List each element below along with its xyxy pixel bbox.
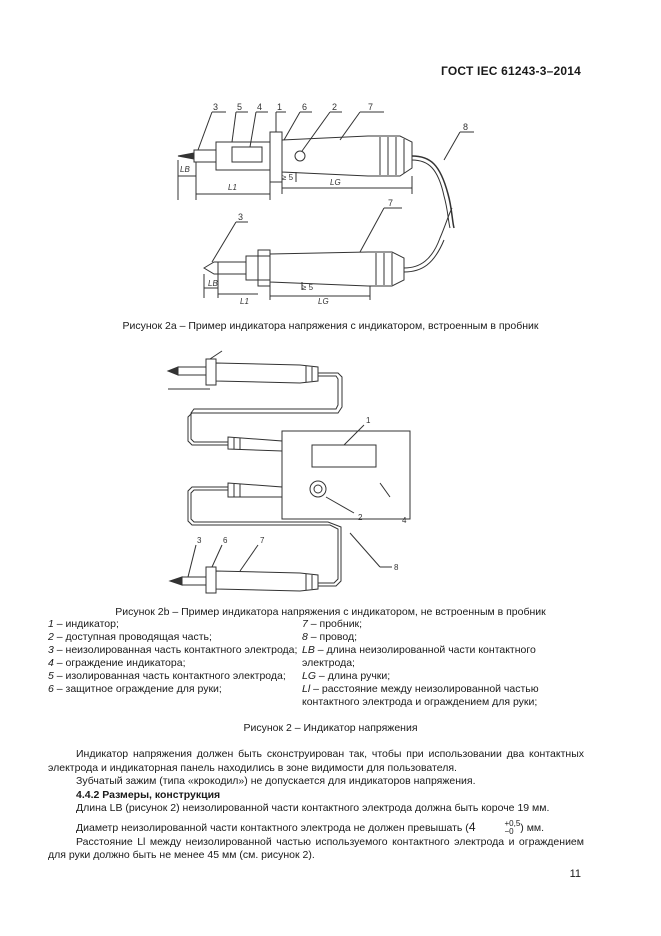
paragraph-2: Зубчатый зажим (типа «крокодил») не допускается для индикаторов напряжения.	[76, 775, 476, 787]
legend-item: 4 – ограждение индикатора;	[48, 657, 186, 669]
legend-item: LB – длина неизолированной части контактного электрода;	[302, 644, 536, 669]
fig2a-label-3: 3	[213, 102, 219, 112]
legend-item: Ll – расстояние между неизолированной частью контактного электрода и ограждением для руки;	[302, 683, 539, 708]
fig2b-label-1: 1	[366, 416, 371, 425]
legend-item: 6 – защитное ограждение для руки;	[48, 683, 222, 695]
legend-right-column	[302, 618, 587, 709]
fig2a-label-2: 2	[332, 102, 338, 112]
paragraph-1: Индикатор напряжения должен быть сконструирован так, чтобы при использовании два контактных электрода и индикаторная панель находились в зоне видимости для пользователя.	[48, 748, 584, 774]
legend-item: 3 – неизолированная часть контактного электрода;	[48, 644, 298, 656]
legend-item: 2 – доступная проводящая часть;	[48, 631, 212, 643]
fig2a-label-lg: LG	[330, 178, 341, 187]
legend-item: 7 – пробник;	[302, 618, 363, 630]
legend-item: 8 – провод;	[302, 631, 357, 643]
fig2a-label-lg-2: LG	[318, 297, 329, 306]
figure-2b-caption: Рисунок 2b – Пример индикатора напряжения с индикатором, не встроенным в пробник	[115, 606, 546, 618]
figure-2a-caption: Рисунок 2a – Пример индикатора напряжения с индикатором, встроенным в пробник	[122, 320, 539, 332]
legend-item: 5 – изолированная часть контактного электрода;	[48, 670, 286, 682]
fig2b-label-8: 8	[394, 563, 399, 572]
fig2b-label-2: 2	[358, 513, 363, 522]
figure-2a-drawing	[0, 90, 661, 310]
paragraph-5: Расстояние Ll между неизолированной частью используемого контактного электрода и ограждением для руки должно быть не менее 45 мм (см. рисунок 2).	[48, 835, 584, 861]
standard-header: ГОСТ IEC 61243-3–2014	[441, 64, 581, 78]
figure-2-caption: Рисунок 2 – Индикатор напряжения	[243, 722, 418, 734]
fig2b-label-3: 3	[197, 536, 202, 545]
fig2a-label-7b: 7	[388, 198, 394, 208]
section-title: 4.4.2 Размеры, конструкция	[76, 788, 221, 801]
figure-2b-drawing	[0, 345, 661, 600]
legend-item: LG – длина ручки;	[302, 670, 391, 682]
fig2a-label-1: 1	[277, 102, 283, 112]
fig2a-label-lb-2: LB	[208, 279, 218, 288]
fig2a-label-5: 5	[237, 102, 243, 112]
fig2a-label-3b: 3	[238, 212, 244, 222]
fig2a-label-ge5-2: ≥ 5	[302, 283, 314, 292]
fig2a-label-l1: L1	[228, 183, 237, 192]
fig2a-label-lb: LB	[180, 165, 190, 174]
fig2a-label-6: 6	[302, 102, 308, 112]
fig2b-label-7: 7	[260, 536, 265, 545]
fig2a-label-4: 4	[257, 102, 263, 112]
legend-left-column	[48, 618, 298, 696]
fig2a-label-l1-2: L1	[240, 297, 249, 306]
fig2a-label-8: 8	[463, 122, 469, 132]
fig2a-label-ge5: ≥ 5	[282, 173, 294, 182]
paragraph-3: Длина LB (рисунок 2) неизолированной части контактного электрода должна быть короче 19 мм.	[76, 802, 550, 814]
fig2a-label-7: 7	[368, 102, 374, 112]
fig2b-label-4: 4	[402, 516, 407, 525]
legend-item: 1 – индикатор;	[48, 618, 119, 630]
body-text	[48, 748, 584, 863]
paragraph-4: Диаметр неизолированной части контактного электрода не должен превышать (4 +0,5 −0 ) мм.	[76, 818, 545, 836]
page-number: 11	[569, 868, 581, 880]
fig2b-label-6: 6	[223, 536, 228, 545]
